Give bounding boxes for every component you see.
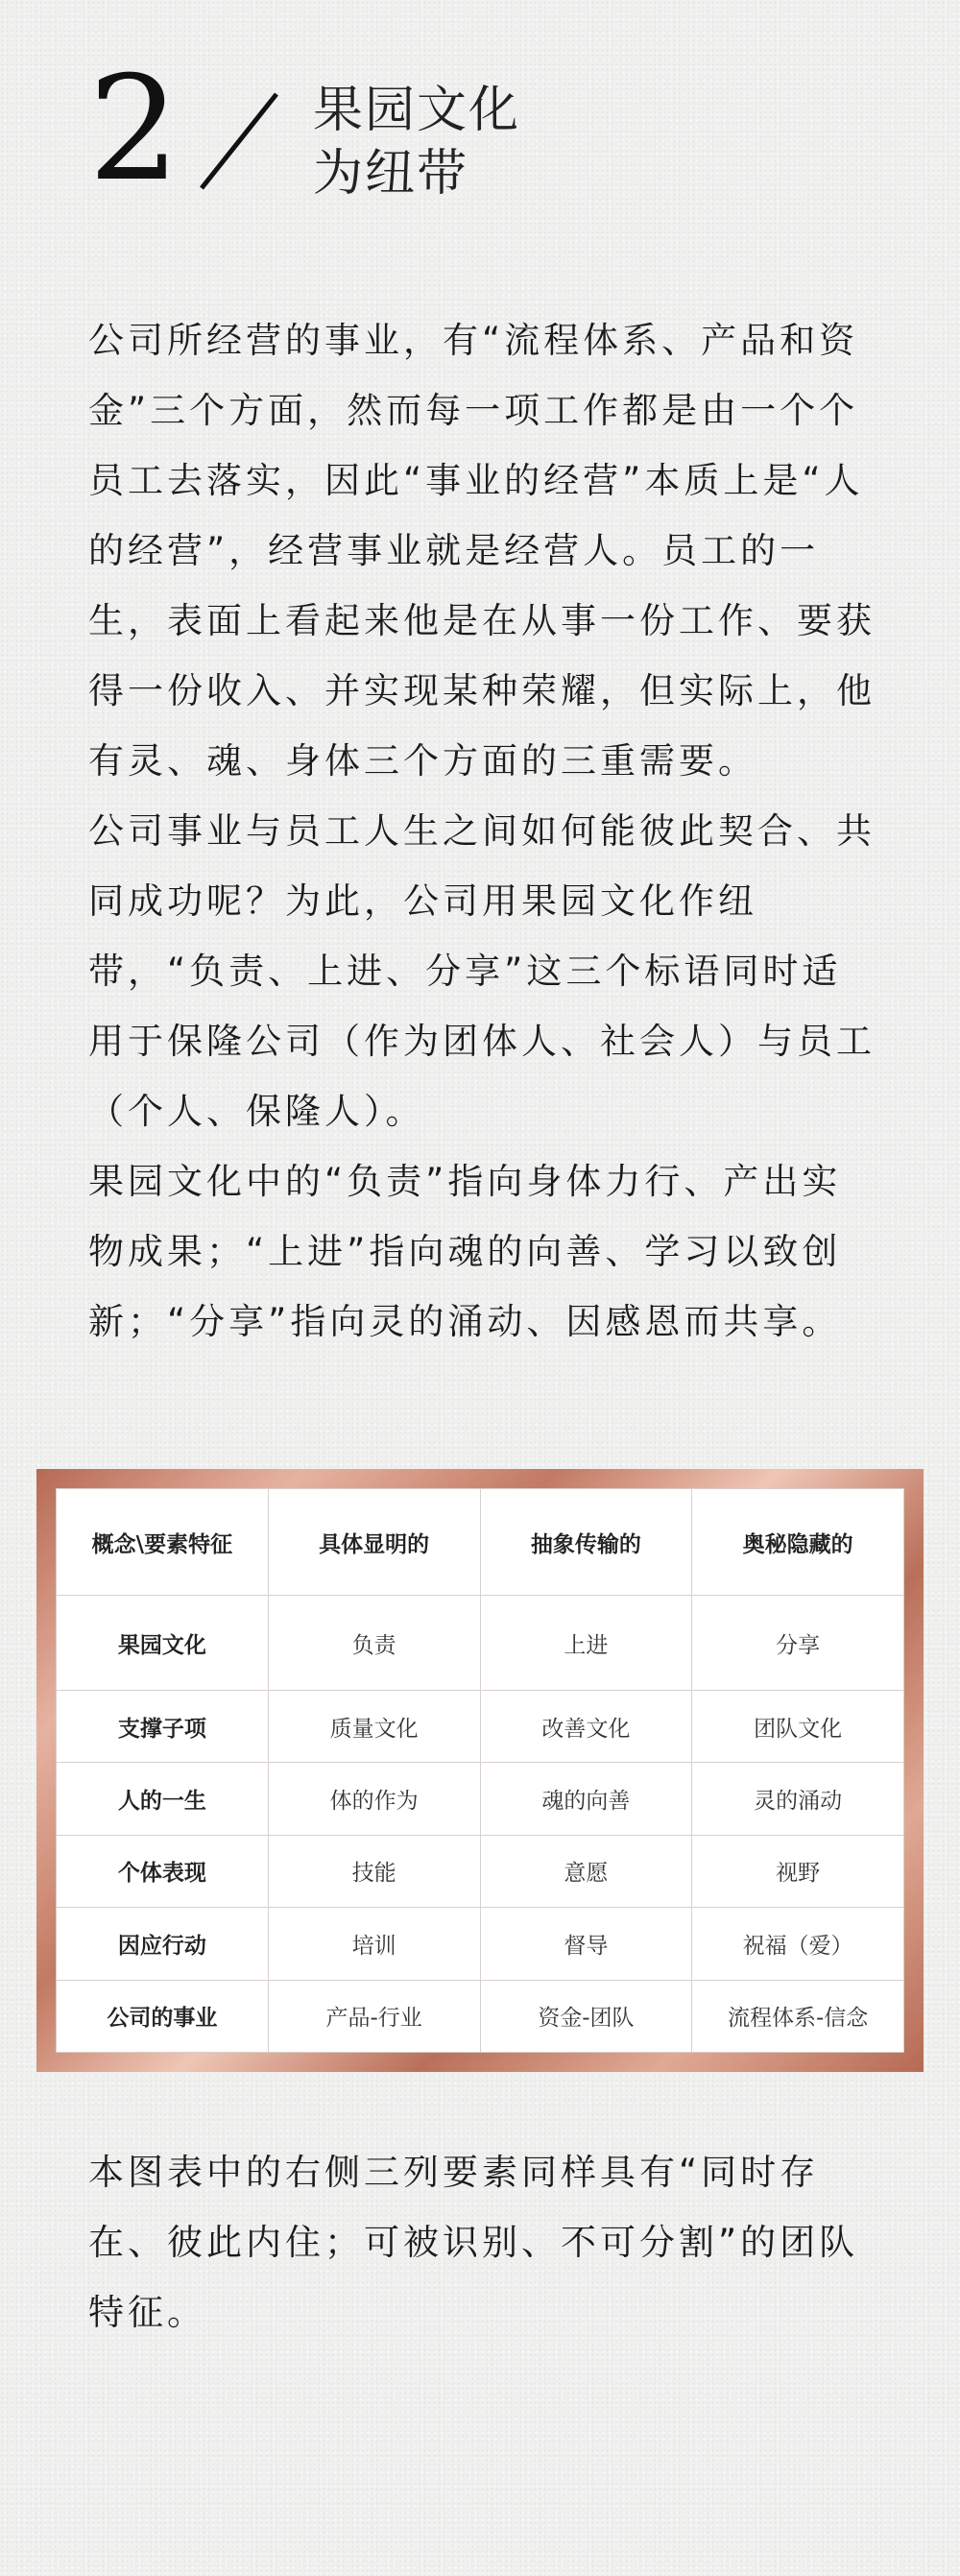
table-cell: 视野 bbox=[692, 1835, 904, 1907]
section-title-line-1: 果园文化 bbox=[313, 82, 521, 139]
table-cell: 负责 bbox=[268, 1596, 480, 1691]
table-cell: 上进 bbox=[480, 1596, 692, 1691]
table-cell: 祝福（爱） bbox=[692, 1908, 904, 1980]
body-paragraph-1: 公司所经营的事业，有“流程体系、产品和资金”三个方面，然而每一项工作都是由一个个员工去落实，因此“事业的经营”本质上是“人的经营”，经营事业就是经营人。员工的一生，表面上看起来他是在从事一份工作、要获得一份收入、并实现某种荣耀，但实际上，他有灵、魂、身体三个方面的三重需要。 bbox=[88, 320, 876, 782]
table-row bbox=[57, 1763, 904, 1835]
column-header-abstract: 抽象传输的 bbox=[480, 1489, 692, 1596]
column-header-mystery: 奥秘隐藏的 bbox=[692, 1489, 904, 1596]
table-cell: 质量文化 bbox=[268, 1691, 480, 1763]
row-label: 果园文化 bbox=[57, 1596, 269, 1691]
orchard-culture-table bbox=[56, 1488, 904, 2053]
table-header-row bbox=[57, 1489, 904, 1596]
row-label: 因应行动 bbox=[57, 1908, 269, 1980]
footer-note bbox=[88, 2137, 876, 2347]
section-title-line-2: 为纽带 bbox=[313, 145, 469, 203]
table-cell: 技能 bbox=[268, 1835, 480, 1907]
row-label: 人的一生 bbox=[57, 1763, 269, 1835]
body-paragraph-3: 果园文化中的“负责”指向身体力行、产出实物成果；“上进”指向魂的向善、学习以致创新；“分享”指向灵的涌动、因感恩而共享。 bbox=[88, 1161, 842, 1342]
section-title bbox=[313, 79, 520, 205]
table-row bbox=[57, 1908, 904, 1980]
table-cell: 培训 bbox=[268, 1908, 480, 1980]
row-label: 个体表现 bbox=[57, 1835, 269, 1907]
table-cell: 分享 bbox=[692, 1596, 904, 1691]
section-heading bbox=[88, 46, 760, 229]
body-text bbox=[88, 305, 876, 1357]
table-row bbox=[57, 1691, 904, 1763]
table-cell: 督导 bbox=[480, 1908, 692, 1980]
table-cell: 流程体系-信念 bbox=[692, 1980, 904, 2052]
row-label: 支撑子项 bbox=[57, 1691, 269, 1763]
table-cell: 体的作为 bbox=[268, 1763, 480, 1835]
table-cell: 改善文化 bbox=[480, 1691, 692, 1763]
table-row bbox=[57, 1596, 904, 1691]
table-cell: 产品-行业 bbox=[268, 1980, 480, 2052]
table-cell: 灵的涌动 bbox=[692, 1763, 904, 1835]
rose-gold-table-frame bbox=[36, 1469, 924, 2072]
table-cell: 资金-团队 bbox=[480, 1980, 692, 2052]
section-number: 2 bbox=[88, 46, 180, 213]
table-row bbox=[57, 1980, 904, 2052]
footer-paragraph: 本图表中的右侧三列要素同样具有“同时存在、彼此内住；可被识别、不可分割”的团队特征。 bbox=[88, 2152, 859, 2333]
column-header-concept: 概念\要素特征 bbox=[57, 1489, 269, 1596]
body-paragraph-2: 公司事业与员工人生之间如何能彼此契合、共同成功呢？为此，公司用果园文化作纽带，“负责、上进、分享”这三个标语同时适用于保隆公司（作为团体人、社会人）与员工（个人、保隆人）。 bbox=[88, 810, 876, 1132]
column-header-concrete: 具体显明的 bbox=[268, 1489, 480, 1596]
table-row bbox=[57, 1835, 904, 1907]
table-cell: 团队文化 bbox=[692, 1691, 904, 1763]
table-cell: 意愿 bbox=[480, 1835, 692, 1907]
slash-divider bbox=[184, 88, 290, 194]
row-label: 公司的事业 bbox=[57, 1980, 269, 2052]
table-cell: 魂的向善 bbox=[480, 1763, 692, 1835]
